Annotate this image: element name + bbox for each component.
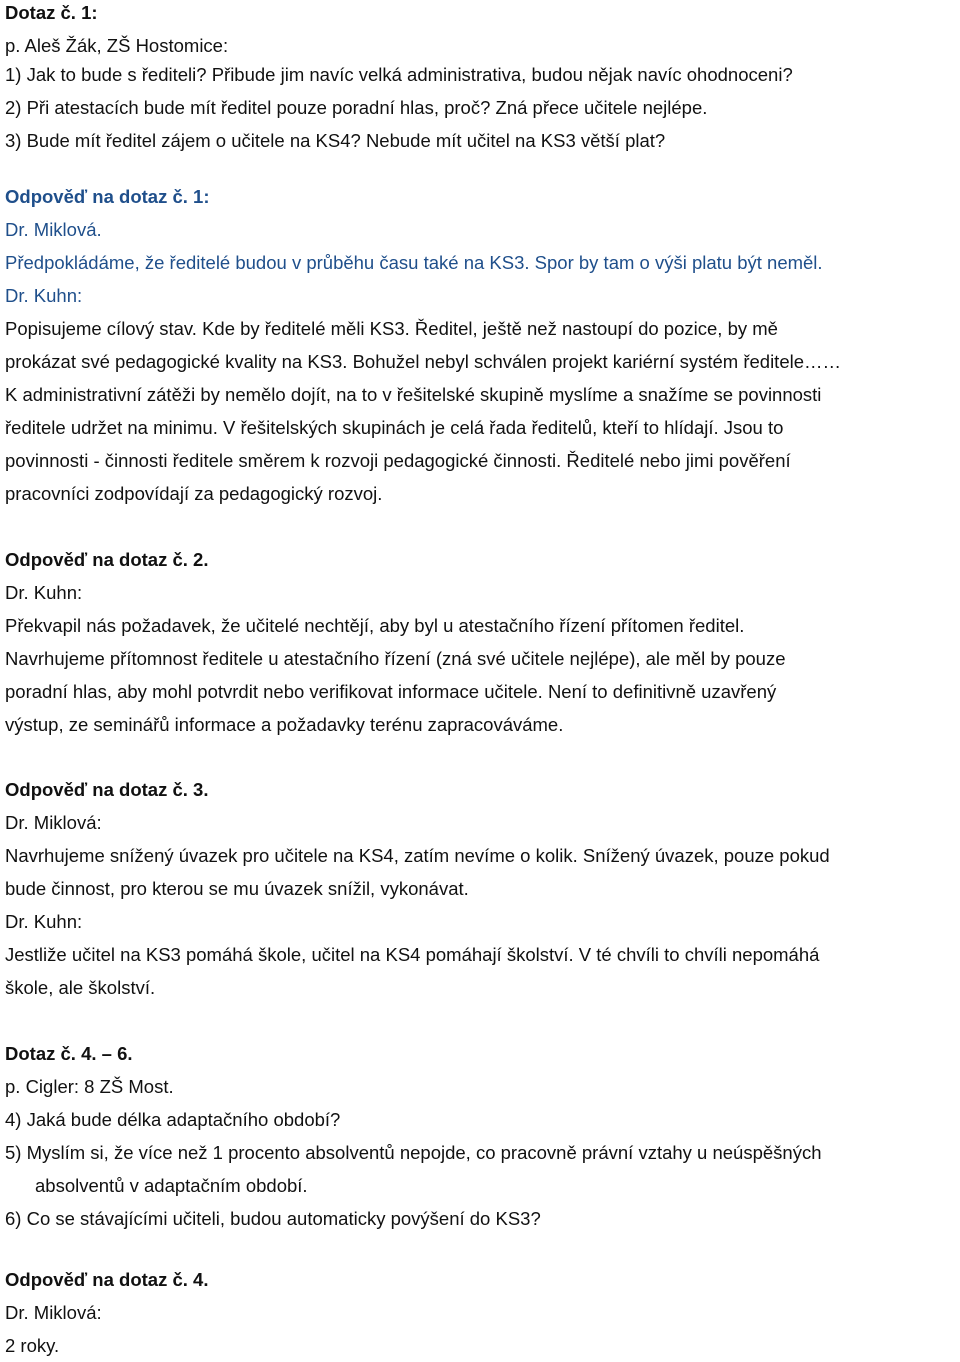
question-item: 4) Jaká bude délka adaptačního období? [5,1109,341,1130]
answer-text: Překvapil nás požadavek, že učitelé nechtějí, aby byl u atestačního řízení přítomen ředitel. [5,615,745,636]
speaker-name: Dr. Kuhn: [5,911,83,932]
question-heading: Dotaz č. 1: [5,2,98,23]
answer-text: Předpokládáme, že ředitelé budou v průběhu času také na KS3. Spor by tam o výši platu být neměl. [5,252,823,273]
question-author: p. Aleš Žák, ZŠ Hostomice: [5,35,229,56]
answer-text: K administrativní zátěži by nemělo dojít, na to v řešitelské skupině myslíme a snažíme se povinnosti [5,384,822,405]
answer-text: Jestliže učitel na KS3 pomáhá škole, učitel na KS4 pomáhají školství. V té chvíli to chvíli nepomáhá [5,944,820,965]
question-item: 2) Při atestacích bude mít ředitel pouze poradní hlas, proč? Zná přece učitele nejlépe. [5,97,708,118]
answer-text: Navrhujeme snížený úvazek pro učitele na KS4, zatím nevíme o kolik. Snížený úvazek, pouze pokud [5,845,830,866]
question-item: 6) Co se stávajícími učiteli, budou automaticky povýšení do KS3? [5,1208,541,1229]
speaker-name: Dr. Miklová. [5,219,102,240]
answer-text: Popisujeme cílový stav. Kde by ředitelé měli KS3. Ředitel, ještě než nastoupí do pozice, by mě [5,318,778,339]
question-heading: Dotaz č. 4. – 6. [5,1043,133,1064]
answer-text: povinnosti - činnosti ředitele směrem k rozvoji pedagogické činnosti. Ředitelé nebo jimi pověření [5,450,791,471]
speaker-name: Dr. Miklová: [5,1302,102,1323]
answer-heading: Odpověď na dotaz č. 3. [5,779,209,800]
answer-text: Navrhujeme přítomnost ředitele u atestačního řízení (zná své učitele nejlépe), ale měl by pouze [5,648,786,669]
speaker-name: Dr. Miklová: [5,812,102,833]
speaker-name: Dr. Kuhn: [5,285,83,306]
answer-text: pracovníci zodpovídají za pedagogický rozvoj. [5,483,383,504]
speaker-name: Dr. Kuhn: [5,582,83,603]
answer-heading: Odpověď na dotaz č. 2. [5,549,209,570]
question-author: p. Cigler: 8 ZŠ Most. [5,1076,174,1097]
question-item-continuation: absolventů v adaptačním období. [35,1175,308,1196]
answer-text: ředitele udržet na minimu. V řešitelských skupinách je celá řada ředitelů, kteří to hlídají. Jsou to [5,417,784,438]
question-item: 1) Jak to bude s řediteli? Přibude jim navíc velká administrativa, budou nějak navíc ohodnoceni? [5,64,793,85]
answer-text: prokázat své pedagogické kvality na KS3. Bohužel nebyl schválen projekt kariérní systém ředitele…… [5,351,842,372]
answer-text: bude činnost, pro kterou se mu úvazek snížil, vykonávat. [5,878,469,899]
question-item: 3) Bude mít ředitel zájem o učitele na KS4? Nebude mít učitel na KS3 větší plat? [5,130,666,151]
answer-heading: Odpověď na dotaz č. 1: [5,186,210,207]
answer-text: škole, ale školství. [5,977,156,998]
answer-text: 2 roky. [5,1335,60,1356]
answer-heading: Odpověď na dotaz č. 4. [5,1269,209,1290]
question-item: 5) Myslím si, že více než 1 procento absolventů nepojde, co pracovně právní vztahy u neúspěšných [5,1142,822,1163]
answer-text: poradní hlas, aby mohl potvrdit nebo verifikovat informace učitele. Není to definitivně uzavřený [5,681,777,702]
answer-text: výstup, ze seminářů informace a požadavky terénu zapracováváme. [5,714,564,735]
